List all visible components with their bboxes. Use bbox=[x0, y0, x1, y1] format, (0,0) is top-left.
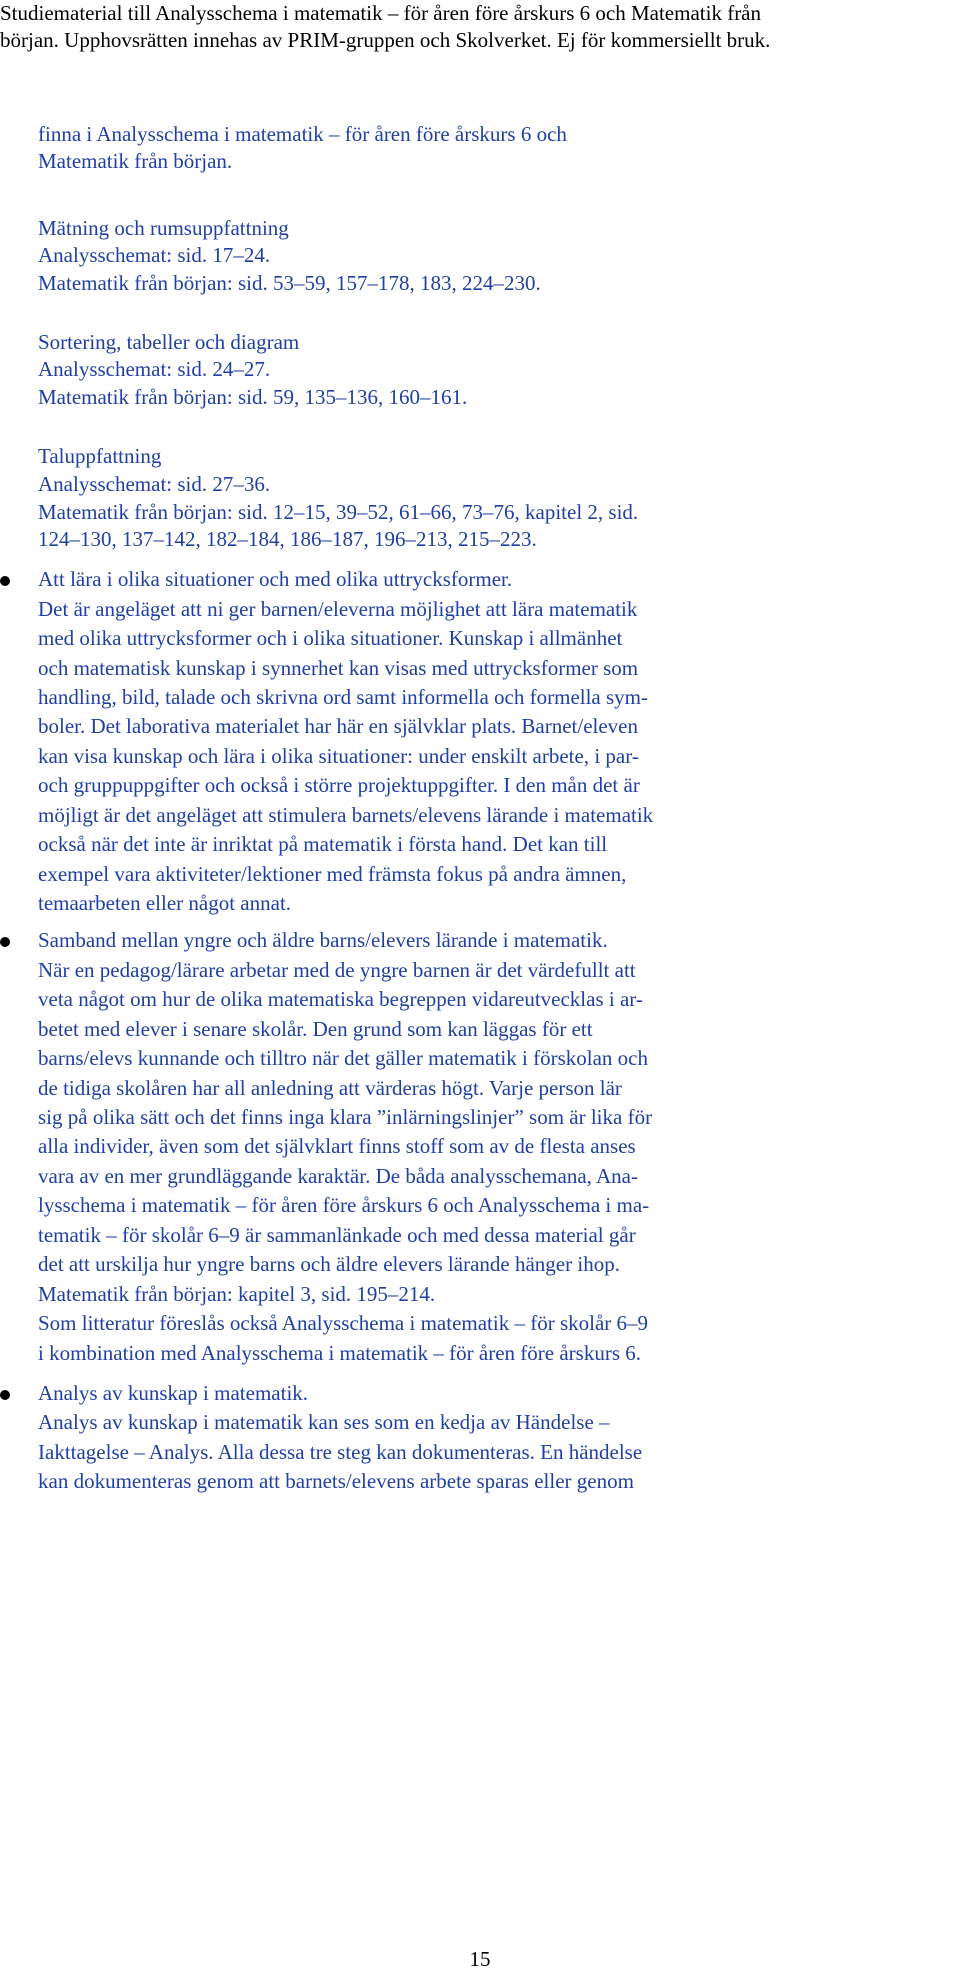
page-number: 15 bbox=[469, 1947, 491, 1971]
paragraph-line: och gruppuppgifter och också i större projektuppgifter. I den mån det är bbox=[38, 773, 640, 797]
paragraph-line: möjligt är det angeläget att stimulera barnets/elevens lärande i matematik bbox=[38, 803, 654, 827]
section-heading: Analys av kunskap i matematik. bbox=[38, 1381, 309, 1405]
reference-line: Analysschemat: sid. 17–24. bbox=[38, 243, 271, 267]
document-header bbox=[0, 0, 950, 54]
header-line: Studiematerial till Analysschema i matematik – för åren före årskurs 6 och Matematik från bbox=[0, 1, 762, 25]
paragraph-line: När en pedagog/lärare arbetar med de yngre barnen är det värdefullt att bbox=[38, 958, 636, 982]
paragraph-line: kan visa kunskap och lära i olika situationer: under enskilt arbete, i par- bbox=[38, 744, 639, 768]
intro-line: finna i Analysschema i matematik – för åren före årskurs 6 och bbox=[38, 122, 567, 146]
paragraph-line: alla individer, även som det självklart finns stoff som av de flesta anses bbox=[38, 1134, 636, 1158]
paragraph-line: handling, bild, talade och skrivna ord samt informella och formella sym- bbox=[38, 685, 649, 709]
paragraph-line: också när det inte är inriktat på matematik i första hand. Det kan till bbox=[38, 832, 608, 856]
paragraph-line: Analys av kunskap i matematik kan ses som en kedja av Händelse – bbox=[38, 1410, 610, 1434]
reference-line: 124–130, 137–142, 182–184, 186–187, 196–213, 215–223. bbox=[38, 527, 537, 551]
paragraph-line: temaarbeten eller något annat. bbox=[38, 891, 292, 915]
bullet-icon bbox=[0, 1390, 10, 1400]
reference-title: Sortering, tabeller och diagram bbox=[38, 330, 300, 354]
section-heading: Samband mellan yngre och äldre barns/elevers lärande i matematik. bbox=[38, 928, 608, 952]
paragraph-line: kan dokumenteras genom att barnets/elevens arbete sparas eller genom bbox=[38, 1469, 634, 1493]
paragraph-line: vara av en mer grundläggande karaktär. De båda analysschemana, Ana- bbox=[38, 1164, 638, 1188]
paragraph-line: barns/elevs kunnande och tilltro när det gäller matematik i förskolan och bbox=[38, 1046, 648, 1070]
paragraph-line: Matematik från början: kapitel 3, sid. 195–214. bbox=[38, 1282, 436, 1306]
paragraph-line: tematik – för skolår 6–9 är sammanlänkade och med dessa material går bbox=[38, 1223, 636, 1247]
paragraph-line: Som litteratur föreslås också Analysschema i matematik – för skolår 6–9 bbox=[38, 1311, 649, 1335]
reference-line: Matematik från början: sid. 59, 135–136, 160–161. bbox=[38, 385, 468, 409]
reference-title: Mätning och rumsuppfattning bbox=[38, 216, 289, 240]
reference-line: Matematik från början: sid. 12–15, 39–52, 61–66, 73–76, kapitel 2, sid. bbox=[38, 500, 639, 524]
paragraph-line: exempel vara aktiviteter/lektioner med främsta fokus på andra ämnen, bbox=[38, 862, 627, 886]
paragraph-line: lysschema i matematik – för åren före årskurs 6 och Analysschema i ma- bbox=[38, 1193, 650, 1217]
paragraph-line: det att urskilja hur yngre barns och äldre elevers lärande hänger ihop. bbox=[38, 1252, 620, 1276]
paragraph-line: i kombination med Analysschema i matematik – för åren före årskurs 6. bbox=[38, 1341, 642, 1365]
intro-line: Matematik från början. bbox=[38, 149, 233, 173]
bullet-icon bbox=[0, 576, 10, 586]
header-line: början. Upphovsrätten innehas av PRIM-gruppen och Skolverket. Ej för kommersiellt bruk. bbox=[0, 28, 771, 52]
paragraph-line: och matematisk kunskap i synnerhet kan visas med uttrycksformer som bbox=[38, 656, 639, 680]
bullet-icon bbox=[0, 937, 10, 947]
reference-line: Matematik från början: sid. 53–59, 157–178, 183, 224–230. bbox=[38, 271, 541, 295]
paragraph-line: med olika uttrycksformer och i olika situationer. Kunskap i allmänhet bbox=[38, 626, 623, 650]
paragraph-line: Iakttagelse – Analys. Alla dessa tre steg kan dokumenteras. En händelse bbox=[38, 1440, 643, 1464]
reference-line: Analysschemat: sid. 27–36. bbox=[38, 472, 271, 496]
paragraph-line: betet med elever i senare skolår. Den grund som kan läggas för ett bbox=[38, 1017, 593, 1041]
section-heading: Att lära i olika situationer och med olika uttrycksformer. bbox=[38, 567, 513, 591]
paragraph-line: boler. Det laborativa materialet har här en självklar plats. Barnet/eleven bbox=[38, 714, 638, 738]
reference-title: Taluppfattning bbox=[38, 444, 162, 468]
reference-line: Analysschemat: sid. 24–27. bbox=[38, 357, 271, 381]
paragraph-line: sig på olika sätt och det finns inga klara ”inlärningslinjer” som är lika för bbox=[38, 1105, 653, 1129]
paragraph-line: de tidiga skolåren har all anledning att värderas högt. Varje person lär bbox=[38, 1076, 622, 1100]
paragraph-line: veta något om hur de olika matematiska begreppen vidareutvecklas i ar- bbox=[38, 987, 643, 1011]
paragraph-line: Det är angeläget att ni ger barnen/eleverna möjlighet att lära matematik bbox=[38, 597, 638, 621]
